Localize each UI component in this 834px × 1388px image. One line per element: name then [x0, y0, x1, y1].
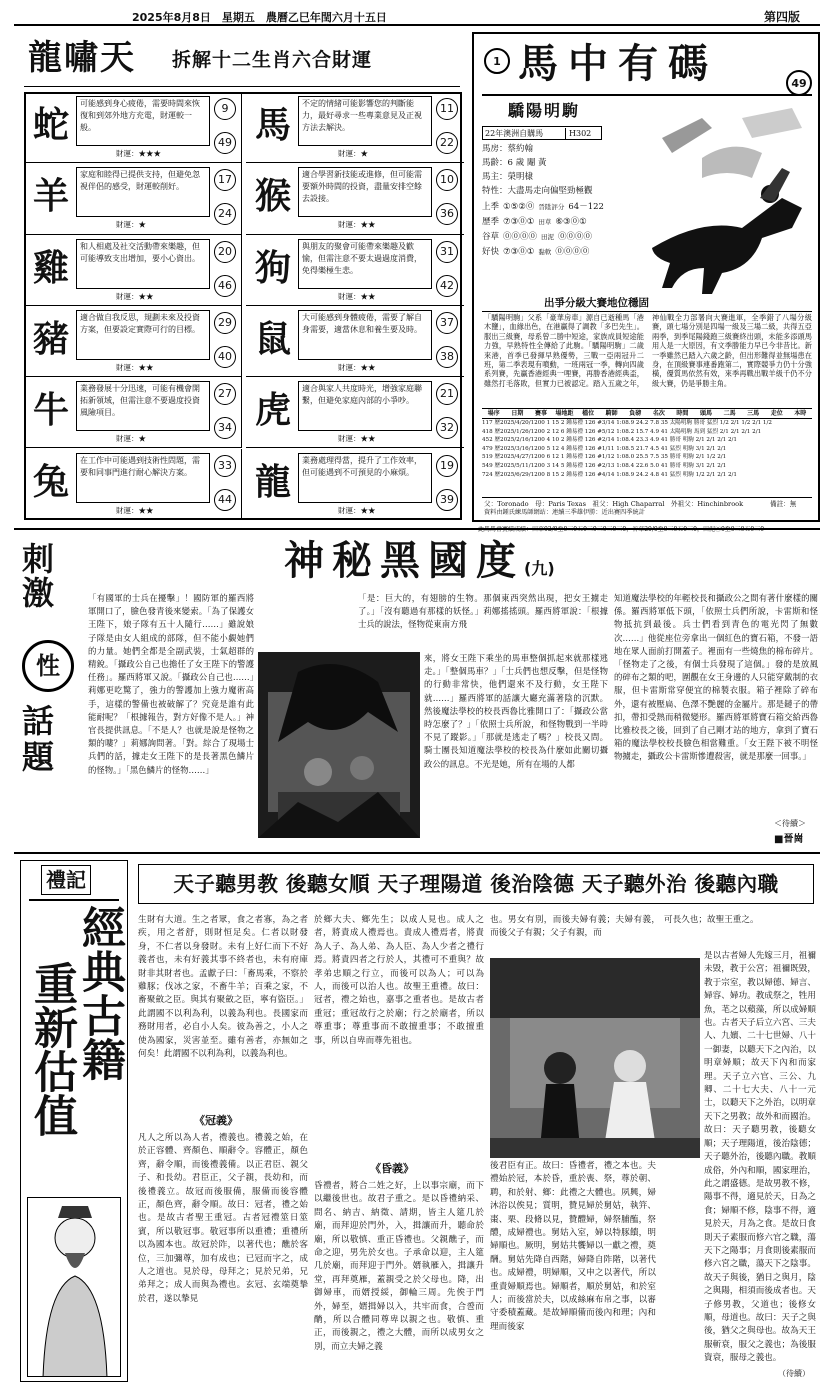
- classic-col-4-top: 可長久也；故聖王重之。: [664, 915, 759, 925]
- zodiac-number-1: 29: [214, 312, 236, 334]
- horse-title-rule: [482, 94, 812, 96]
- zodiac-fortune-text: 不定的情緒可能影響您的判斷能力，最好尋求一些專業意見及正視方法去解決。: [298, 96, 432, 146]
- horse-photo: [642, 98, 814, 296]
- zodiac-number-1: 21: [436, 383, 458, 405]
- race-info: 22年澳洲自購馬: [485, 129, 544, 138]
- zodiac-number-1: 19: [436, 455, 458, 477]
- horse-subtitle-rule: [482, 311, 812, 312]
- zodiac-animal: 猴: [254, 176, 291, 218]
- zodiac-wealth: 財運：★★: [338, 291, 376, 301]
- horse-record-row: [482, 215, 642, 230]
- detail-value: 6 歲 閹 黃: [507, 158, 547, 168]
- zodiac-title-rule: [24, 86, 460, 87]
- zodiac-number-2: 36: [436, 203, 458, 225]
- zodiac-number-2: 46: [214, 275, 236, 297]
- classic-col-4: 是以古者婦人先嫁三月，祖禰未毀，教于公宮；祖禰既毀，教于宗室，教以婦德、婦言、婦容、婦功。教成祭之，牲用魚，芼之以蘋藻，所以成婦順也。古者天子后立六宮、三夫人、九嬪、二十七世婦、八十一御妻，以聽天下之內治，以明章婦順；故天下內和而家理。天子立六官、三公、九卿、二十七大夫、八十一元士，以聽天下之外治，以明章天下之男教；故外和而國治。故曰：天子聽男教，後聽女順；天子理陽道，後治陰德；天子聽外治，後聽內職。教順成俗，外內和順，國家理治，此之謂盛德。是故男教不修，陽事不得，適見於天，日為之食；婦順不修，陰事不得，適見於天，月為之食。是故日食則天子素服而修六官之職，蕩天下之陽事；月食則後素服而修六宮之職，蕩天下之陰事。故天子與後，猶日之與月，陰之與陽，相須而後成者也。天子修男教，父道也；後修女順，母道也。故曰：天子之與後，猶父之與母也。故為天王服斬衰，服父之義也；為後服資衰，服母之義也。: [704, 951, 816, 1364]
- record-k: 上季: [482, 202, 500, 212]
- classic-col-3: 後君臣有正。故曰：昏禮者，禮之本也。夫禮始於冠，本於昏，重於喪、祭，尊於朝、聘，和於射、鄉：此禮之大體也。夙興，婦沐浴以俟見；質明，贊見婦於舅姑，執笄、棗、栗、段脩以見，贊醴婦，婦祭脯醢，祭醴，成婦禮也。舅姑入室，婦以特豚饋，明婦順也。厥明，舅姑共饗婦以一獻之禮，奠酬。舅姑先降自西階，婦降自阼階，以著代也。成婦禮，明婦順，又申之以著代，所以重責婦順焉也。婦順者，順於舅姑，和於室人；而後當於夫，以成絲麻布帛之事，以審守委積蓋藏。是故婦順備而後內和理；內和理而後家: [490, 1161, 656, 1332]
- zodiac-fortune-text: 適合做自我反思，規劃未來及投資方案，但要設定實際可行的目標。: [76, 310, 210, 360]
- zodiac-wealth: 財運：★★: [338, 505, 376, 515]
- zodiac-wealth: 財運：★★: [338, 362, 376, 372]
- horse-footnote: 此馬馬會賽績成績：田草02/0至0三0五0三0三0三0三0，谷草20/0至0三0五0三0，田泥⓪0至0三0五0三0: [478, 526, 765, 533]
- record-v2: 64－122: [568, 202, 604, 212]
- zodiac-fortune-text: 業務發展十分迅速，可能有機會開拓新領域，但需注意不要過度投資風險項目。: [76, 381, 210, 431]
- zodiac-number-2: 44: [214, 489, 236, 511]
- horse-title: 馬中有碼: [518, 40, 718, 87]
- zodiac-wealth: 財運：★: [116, 220, 146, 230]
- classic-h1: 《冠義》: [194, 1114, 238, 1127]
- record-v: ①⑤②⓪: [503, 202, 535, 212]
- table-header: 三馬: [747, 410, 760, 417]
- zodiac-animal: 雞: [32, 247, 69, 289]
- table-header: 騎師: [605, 410, 618, 417]
- zodiac-animal: 鼠: [254, 318, 291, 360]
- small-note: 資料由鍾氏練馬師網站：連續三季雄伊勝：近出賽四季統計: [484, 509, 645, 516]
- table-header: 場序: [487, 410, 500, 417]
- classic-sidebar: [20, 860, 128, 1382]
- mystery-col-1: 「有國軍的士兵在擾擊」！國防軍的羅西將軍開口了，臉色發青後來變索。「為了保護女王陛下，娘子隊有五十人隨行……」雖說娘子隊是由女人組成的部隊，但不能小覷她們的力量。她們全都是全副武裝，士氣超群的精銳。「攝政公自己也擔任了女王陛下的警護任務」。羅西將軍又說。「攝政公自己也……」莉娜更吃驚了，強力的警護加上強力魔術高手，這樣的警備也被破解了？究竟是誰有此能耐呢？「根據報告，對方好像不是人。」神官長提供訊息。「不是人？也就是說是怪物之類的嘍？」莉娜詢問著。「對。綜合了現場士兵們的話，據走女王陛下的是長著黑色鱗片的怪物。」「黑色鱗片的怪物……」: [88, 593, 254, 775]
- mystery-illustration: [258, 652, 420, 838]
- classic-col-1b: 凡人之所以為人者，禮義也。禮義之始，在於正容體、齊顏色、順辭令。容體正，顏色齊，辭令順，而後禮義備。以正君臣、親父子、和長幼。君臣正，父子親，長幼和，而後禮義立。故冠而後服備，服備而後容體正，顏色齊，辭令順。故曰：冠者，禮之始也。是故古者聖王重冠。古者冠禮筮日筮賓，所以敬冠事。敬冠事所以重禮；重禮所以為國本也。故冠於阼，以著代也；醮於客位，三加彌尊，加有成也；已冠而字之，成人之道也。見於母，母拜之；見於兄弟，兄弟拜之；成人而與為禮也。玄冠、玄端奠摯於君，遂以摯見: [138, 1133, 308, 1304]
- detail-value: 大盡馬走向偏堅勁極觀: [507, 186, 593, 196]
- horse-subtitle: 出爭分級大賽地位穩固: [544, 297, 649, 309]
- table-row: 418 歷2025/1/26/1200 2 12 6 鍾易禮 126 #5/12 1:08.2 15.7 4.9 41 太陽明駒 馬到 猛烈 2/1 2/1 2/1 2/1: [482, 428, 762, 435]
- classic-tag-rule: [29, 899, 119, 901]
- ceremony-photo: [490, 958, 700, 1158]
- table-header: 名次: [652, 410, 665, 417]
- zodiac-fortune-text: 與朋友的聚會可能帶來樂趣及歡愉，但需注意不要太過過度消費，免得樂極生悲。: [298, 239, 432, 289]
- zodiac-wealth: 財運：★★: [116, 505, 154, 515]
- zodiac-animal: 龍: [254, 461, 291, 503]
- zodiac-number-2: 22: [436, 132, 458, 154]
- horse-details: [482, 142, 642, 198]
- record-v2: ⑥③⓪①: [555, 217, 587, 227]
- table-header: 本時: [794, 410, 807, 417]
- classic-col-2: 於鄉大夫、鄉先生；以成人見也。成人之者，將責成人禮焉也。責成人禮焉者，將責為人子、為人弟、為人臣、為人少者之禮行焉。將責四者之行於人，其禮可不重與？故孝弟忠順之行立，而後可以為人；可以為人，而後可以治人也。故聖王重禮。故曰：冠者，禮之始也，嘉事之重者也。是故古者重冠；重冠故行之於廟；行之於廟者，所以尊重事；尊重事而不敢擅重事；不敢擅重事，所以自卑而尊先祖也。: [314, 915, 484, 1046]
- zodiac-cell-right-5: [246, 449, 464, 520]
- zodiac-cell-left-0: [24, 92, 242, 163]
- detail-key: 特性：: [482, 186, 508, 196]
- horse-article: 「驕陽明駒」父系「豪華房車」源自已逝種馬「港木鹽」，血緣出色，在港贏得了調教「多巴先生」。服出三級賽，母系曾二勝中短途，家族成員短途能力強，早熟特性全傳給了此駒。「驕陽明駒」二歲來港，首季已發揮早熟優勢，三戰一亞兩冠升二班，第二季表現有噴動，一班兩冠一季，轉向四歲系列賽，先贏香港經典一哩賽，再勝香港經典盃，雖然打毛落敗，但實力已被認定。踏入五歲之年，神仙戰全力部署向大賽進軍，全季錯了八場分級賽，頭七場分別是四場一級及三場二級，共得五亞兩季，到季尾陽錢跑三級賽終出頭，未能多添頭馬用人是一大原因，有文季勝能力早已今非昔比。新一季雖然已踏入六歲之齡，但出形難得並無場患在身，在頂級賽事連番跑第二，實際競爭力仍十分強橫，優質馬依然有效，來季再戰出戰羊級千仍不分級大賽，仍是爭勝主角。: [484, 313, 812, 388]
- mystery-divider: [14, 528, 820, 530]
- zodiac-wealth: 財運：★★: [338, 434, 376, 444]
- zodiac-number-2: 39: [436, 489, 458, 511]
- zodiac-fortune-text: 家庭和睦得已提供支持，但避免忽視伴侶的感受，財運較削好。: [76, 167, 210, 217]
- classic-title: 天子聽男教 後聽女順 天子理陽道 後治陰德 天子聽外治 後聽內職: [138, 864, 814, 904]
- record-v2: ⓪⓪⓪⓪: [555, 247, 590, 257]
- mystery-title: [284, 538, 555, 592]
- horse-table: [482, 408, 812, 498]
- zodiac-animal: 牛: [32, 390, 69, 432]
- race-code: H302: [565, 128, 591, 139]
- horse-detail-row: [482, 156, 642, 170]
- zodiac-number-2: 34: [214, 417, 236, 439]
- zodiac-number-1: 31: [436, 241, 458, 263]
- table-header: 時間: [676, 410, 689, 417]
- record-v: ⑦③⓪①: [503, 217, 535, 227]
- zodiac-animal: 羊: [32, 176, 69, 218]
- horse-table-body: [482, 419, 812, 479]
- zodiac-fortune-text: 在工作中可能遇到技術性問題，需要和同事門進行耐心解決方案。: [76, 453, 210, 503]
- zodiac-number-2: 49: [214, 132, 236, 154]
- zodiac-cell-right-0: [246, 92, 464, 163]
- record-k2: 黏軟: [538, 248, 552, 256]
- horse-name: 驕陽明駒: [508, 101, 581, 120]
- mystery-title-text: 神秘黑國度: [284, 538, 524, 584]
- table-row: 479 歷2025/3/16/1200 5 12 4 鍾易禮 126 #1/11 1:08.5 21.7 4.5 41 猛烈 明駒 3/1 2/1 2/1: [482, 445, 727, 452]
- horse-detail-row: [482, 142, 642, 156]
- pedigree: 父：Toronado 母：Paris Texas 祖父：High Chaparral 外祖父：Hinchinbrook: [484, 500, 744, 508]
- zodiac-number-1: 37: [436, 312, 458, 334]
- record-k2: 晉陞評分: [538, 203, 565, 211]
- zodiac-number-2: 24: [214, 203, 236, 225]
- zodiac-fortune-text: 可能感到身心疲倦，需要時間來恢復和到郊外地方充電，財運較一般。: [76, 96, 210, 146]
- zodiac-title: 龍嘯天: [28, 38, 136, 78]
- zodiac-cell-left-1: [24, 163, 242, 234]
- dateline: 2025年8月8日 星期五 農曆乙巳年閏六月十五日: [132, 11, 387, 24]
- detail-value: 蔡約翰: [507, 144, 534, 154]
- zodiac-cell-right-4: [246, 377, 464, 448]
- detail-key: 馬齡：: [482, 158, 508, 168]
- horse-detail-row: [482, 170, 642, 184]
- zodiac-number-2: 38: [436, 346, 458, 368]
- detail-value: 榮明棣: [507, 172, 534, 182]
- table-header: 日期: [511, 410, 524, 417]
- table-header: 場地距: [555, 410, 574, 417]
- zodiac-wealth: 財運：★★★: [116, 149, 161, 158]
- classic-vertical-a: 經典古籍: [74, 905, 125, 1081]
- horse-num-right: 49: [786, 70, 812, 96]
- record-v2: ⓪⓪⓪⓪: [558, 232, 593, 242]
- monster-illustration: [258, 652, 420, 838]
- table-header: 頭馬: [699, 410, 712, 417]
- mystery-side-a: 刺激: [17, 542, 55, 610]
- horse-detail-row: [482, 184, 642, 198]
- horse-race-illustration: [642, 98, 814, 296]
- race-info-box: [482, 126, 602, 140]
- horse-records: [482, 200, 642, 260]
- horse-section: [472, 32, 820, 533]
- mystery-continued: ＜待續＞: [774, 819, 806, 828]
- table-header: 二馬: [723, 410, 736, 417]
- record-k: 好快: [482, 247, 500, 257]
- zodiac-cell-right-1: [246, 163, 464, 234]
- zodiac-number-1: 9: [214, 98, 236, 120]
- zodiac-animal: 虎: [254, 390, 291, 432]
- mystery-side-b: 話題: [17, 704, 55, 776]
- detail-key: 馬房：: [482, 144, 508, 154]
- zodiac-cell-right-3: [246, 306, 464, 377]
- mystery-author: ■晉崗: [774, 834, 804, 845]
- zodiac-section: [14, 30, 466, 520]
- zodiac-animal: 馬: [254, 105, 291, 146]
- zodiac-number-1: 33: [214, 455, 236, 477]
- mystery-chapter: (九): [524, 559, 555, 578]
- table-row: 117 歷2025/4/20/1200 1 15 2 鍾易禮 126 #3/14 1:08.9 24.2 7.8 35 太陽明駒 勝哥 猛烈 1/2 2/1 1/2 2/1 1/2: [482, 420, 772, 426]
- horse-num-left: 1: [484, 48, 510, 74]
- table-header: 賽事: [534, 410, 547, 417]
- record-v: ⓪⓪⓪⓪: [503, 232, 538, 242]
- classic-vertical-b: 重新估值: [26, 961, 77, 1137]
- record-k2: 田草: [538, 218, 552, 226]
- classic-tag: 禮記: [41, 865, 91, 895]
- table-row: 549 歷2025/5/11/1200 3 14 5 鍾易禮 126 #2/13 1:08.4 22.6 5.0 41 勝哥 明駒 3/1 2/1 2/1: [482, 462, 727, 469]
- classic-h2: 《昏義》: [370, 1162, 414, 1175]
- mystery-col-3: 知道魔法學校的年輕校長和攝政公之間有著什麼樣的關係。羅西將軍低下頭，「依照士兵們所說，卡雷斯和怪物抵抗到最後。兵士們看到青色的電光閃了無數次……」他從座位旁拿出一個紅色的寶石箱，不發一語地在眾人面前打開蓋子。裡面有一些燒焦的棉布碎片。「怪物走了之後，有個士兵發現了這個。」發的是放風的碎布之類的吧，圍觀在女王身邊的人只能穿戴制的衣服，但卡雷斯常穿便宜的棉製衣服。箱子裡除了碎布外，還有被壓扁、色澤不艷麗的金屬片。那是鏈子的帶扣，帶扣受熱而稍微變形。羅西將軍將寶石箱交給西魯比雅校長之後，回到了自己剛才站的地方，拿到了寶石箱的魔法學校校長臉色相當難重。「女王陛下被不明怪物擄走，攝政公卡雷斯慘遭殺害，就是那麼一回事。」: [614, 593, 818, 762]
- zodiac-cell-right-2: [246, 235, 464, 306]
- zodiac-number-2: 42: [436, 275, 458, 297]
- horse-table-head: [482, 409, 812, 419]
- zodiac-fortune-text: 和人相處及社交活動帶來樂趣，但可能導致支出增加，要小心資出。: [76, 239, 210, 289]
- mystery-section: [14, 532, 820, 850]
- zodiac-cell-left-5: [24, 449, 242, 520]
- classic-col-3-top: 也。男女有別，而後夫婦有義；夫婦有義，而後父子有親；父子有親，而: [490, 915, 660, 939]
- mystery-col-2: 「是：巨大的，有翅膀的生物。那個東西突然出現，把女王擄走了。」「沒有聽過有那樣的妖怪。」莉娜搖搖頭。羅西將軍說：「根據士兵的說法，怪物從東南方飛: [358, 593, 608, 630]
- horse-record-row: [482, 200, 642, 215]
- zodiac-number-1: 17: [214, 169, 236, 191]
- zodiac-fortune-text: 適合學習新技能或進修，但可能需要額外時間的投資，盡量安排空餘去設接。: [298, 167, 432, 217]
- zodiac-fortune-text: 大可能感到身體疲倦，需要了解自身需要，適當休息和養生要及時。: [298, 310, 432, 360]
- zodiac-cell-left-2: [24, 235, 242, 306]
- zodiac-animal: 蛇: [32, 105, 69, 146]
- classic-section: [14, 856, 820, 1386]
- zodiac-fortune-text: 業務處理得當，提升了工作效率，但可能遇到不可預見的小麻煩。: [298, 453, 432, 503]
- table-row: 452 歷2025/2/16/1200 4 10 2 鍾易禮 126 #2/14 1:08.4 23.3 4.9 41 勝哥 明駒 2/1 2/1 2/1 2/1: [482, 437, 737, 444]
- table-header: 檔位: [582, 410, 595, 417]
- classic-col-2b: 昏禮者，將合二姓之好，上以事宗廟，而下以繼後世也。故君子重之。是以昏禮納采、問名、納吉、納徵、請期，皆主人筵几於廟，而拜迎於門外，入，揖讓而升，聽命於廟，所以敬慎、重正昏禮也。父親醮子，而命之迎，男先於女也。子承命以迎，主人筵几於廟，而拜迎于門外。婿執雁入，揖讓升堂，再拜奠雁，蓋親受之於父母也。降，出御婦車，而婿授綏，御輪三周。先俟于門外，婦至，婿揖婦以入，共牢而食，合巹而酳，所以合體同尊卑以親之也。敬慎、重正，而後親之，禮之大體，而所以成男女之別，而立夫婦之義: [314, 1181, 484, 1352]
- table-row: 724 歷2025/6/29/1200 8 15 2 鍾易禮 126 #4/14 1:08.9 24.2 4.8 41 猛烈 明駒 1/2 2/1 2/1 2/1: [482, 471, 737, 478]
- classic-continued: （待續）: [778, 1369, 810, 1378]
- table-row: 519 歷2025/4/27/1200 6 12 1 鍾易禮 126 #1/12 1:08.0 25.5 7.5 35 勝哥 明駒 2/1 1/2 2/1: [482, 454, 727, 461]
- record-v: ⑦③⓪①: [503, 247, 535, 257]
- zodiac-cell-left-4: [24, 377, 242, 448]
- zodiac-number-1: 11: [436, 98, 458, 120]
- zodiac-number-1: 20: [214, 241, 236, 263]
- classic-divider: [14, 852, 820, 854]
- sage-portrait: [28, 1198, 121, 1377]
- classic-photo: [490, 958, 700, 1158]
- classic-col-1: 生財有大道。生之者眾，食之者寡，為之者疾，用之者舒，則財恒足矣。仁者以財發身，不仁者以身發財。未有上好仁而下不好義者也，未有好義其事不終者也，未有府庫財非其財者也。孟獻子曰：「畜馬乘，不察於雞豚；伐冰之家，不畜牛羊；百乘之家，不畜聚斂之臣。與其有聚斂之臣，寧有盜臣。」此謂國不以利為利，以義為利也。長國家而務財用者，必自小人矣。彼為善之，小人之使為國家，災害並至。雖有善者，亦無如之何矣！此謂國不以利為利，以義為利也。: [138, 915, 308, 1060]
- record-k2: 田泥: [541, 233, 555, 241]
- table-header: 負磅: [629, 410, 642, 417]
- zodiac-number-1: 27: [214, 383, 236, 405]
- zodiac-animal: 兔: [32, 461, 69, 503]
- zodiac-subtitle: 拆解十二生肖六合財運: [172, 49, 373, 71]
- zodiac-cell-left-3: [24, 306, 242, 377]
- table-header: 走位: [770, 410, 783, 417]
- header-bar: [14, 6, 820, 26]
- zodiac-wealth: 財運：★: [116, 434, 146, 444]
- zodiac-animal: 豬: [32, 318, 69, 360]
- horse-record-row: [482, 245, 642, 260]
- mystery-col-2b: 來，將女王陛下乘坐的馬車整個抓起來就那樣逃走。」「整個馬車？」「士兵們也想反擊，但是怪物的行動非常快，他們還來不及行動，女王陛下就……」羅西將軍的話讓大廳充滿著陰的沉默。然後魔法學校的校長西魯比雅開口了：「攝政公當時怎麼了？」「依照士兵所說，和怪物戰到一半時不見了蹤影。」「那就是逃走了嗎？」校長又問。騎士團長知道魔法學校的校長為什麼如此關切攝政公的訊息。不光是她，所有在場的人都: [424, 653, 608, 769]
- zodiac-number-2: 32: [436, 417, 458, 439]
- zodiac-fortune-text: 適合與家人共度時光，增強家庭聯繫，但避免家庭內部的小爭吵。: [298, 381, 432, 431]
- record-k: 歷季: [482, 217, 500, 227]
- zodiac-number-1: 10: [436, 169, 458, 191]
- zodiac-wealth: 財運：★: [338, 149, 368, 158]
- detail-key: 馬主：: [482, 172, 508, 182]
- zodiac-wealth: 財運：★★: [116, 362, 154, 372]
- zodiac-animal: 狗: [254, 247, 291, 289]
- mystery-side-emblem: 性: [22, 640, 74, 692]
- zodiac-number-2: 40: [214, 346, 236, 368]
- section-label: 第四版: [763, 10, 800, 24]
- horse-record-row: [482, 230, 642, 245]
- zodiac-wealth: 財運：★★: [338, 220, 376, 230]
- record-k: 谷草: [482, 232, 500, 242]
- classic-portrait: [27, 1197, 121, 1377]
- zodiac-wealth: 財運：★★: [116, 291, 154, 301]
- pedigree-right: 備註：無: [770, 500, 797, 508]
